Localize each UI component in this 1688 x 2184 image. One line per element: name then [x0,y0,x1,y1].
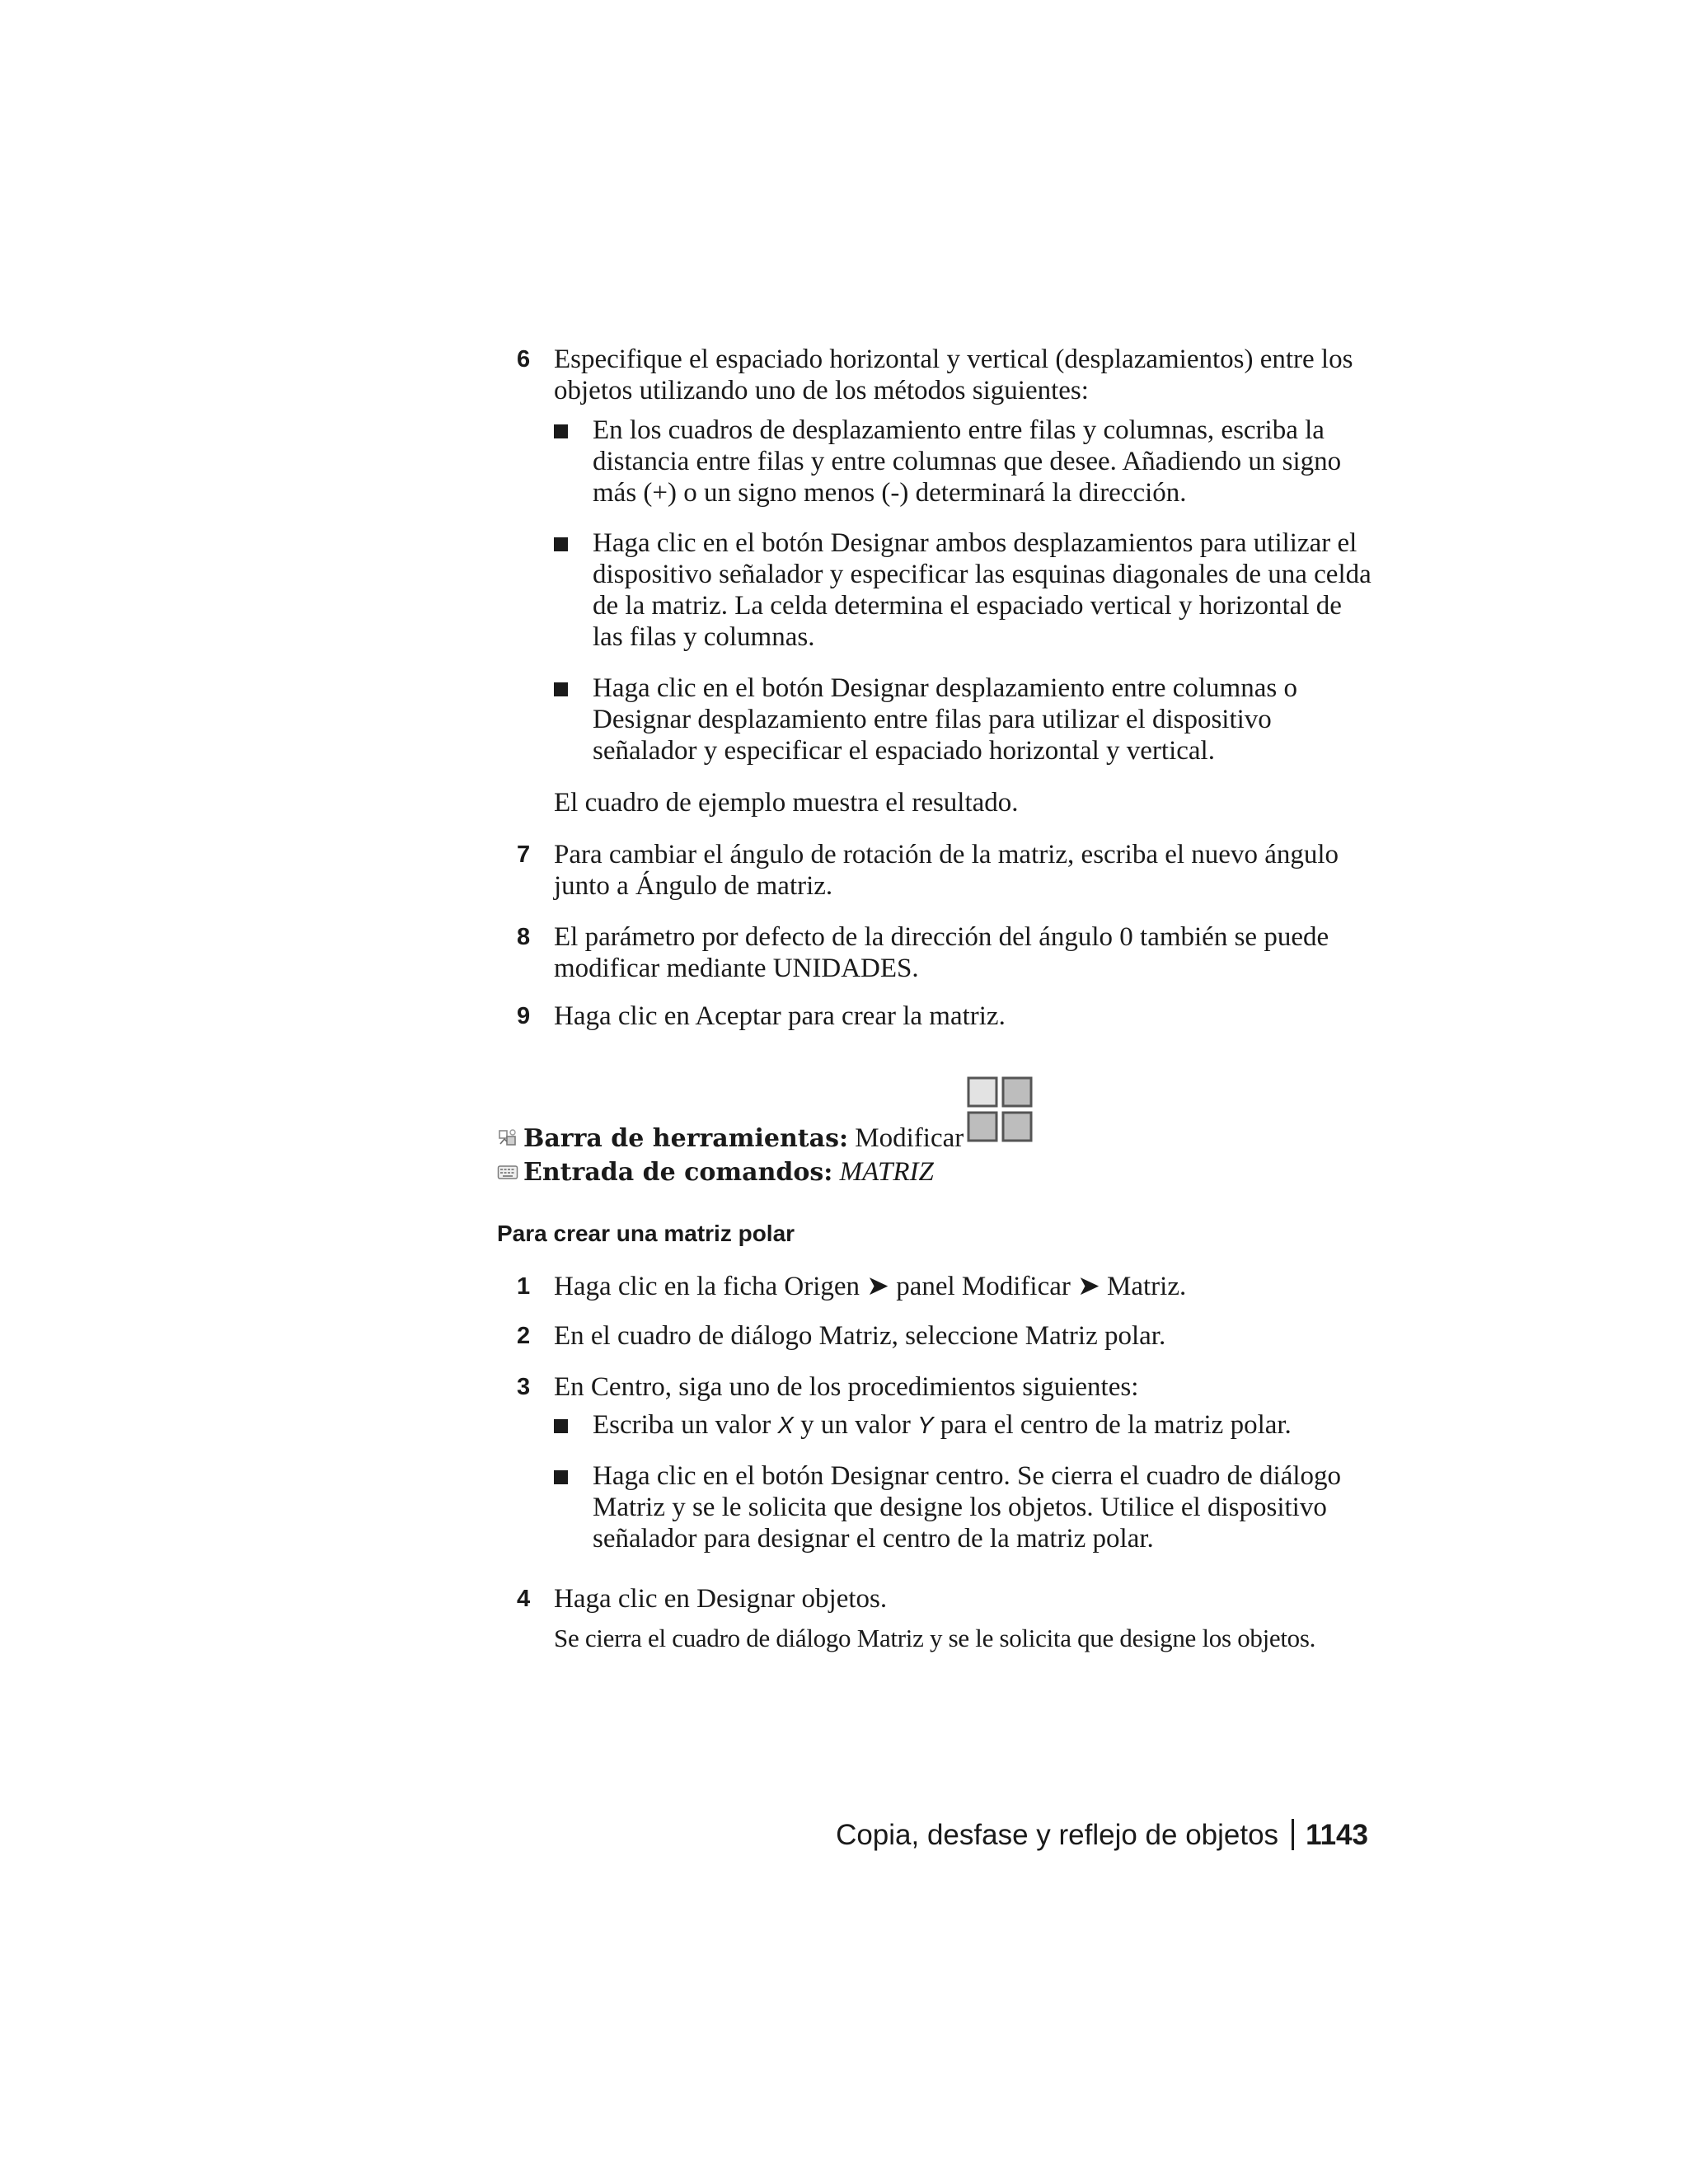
step-text: El parámetro por defecto de la dirección del ángulo 0 también se puede modificar mediante UNIDADES. [554,922,1329,983]
step-9 [517,1001,1374,1032]
section-heading: Para crear una matriz polar [497,1221,795,1246]
step-number: 1 [517,1273,531,1300]
bullet-item [554,527,1378,653]
step-7 [517,839,1374,902]
bullet-text: Haga clic en el botón Designar centro. Se cierra el cuadro de diálogo Matriz y se le solicita que designe los objetos. Utilice el dispositivo señalador para designar el centro de la matriz polar. [593,1461,1342,1554]
step-number: 2 [517,1323,531,1349]
step-text: En el cuadro de diálogo Matriz, seleccione Matriz polar. [554,1321,1166,1351]
page-number: 1143 [1306,1819,1368,1851]
command-value: MATRIZ [839,1157,934,1187]
example-note: El cuadro de ejemplo muestra el resultado. [554,788,1019,818]
variable-x: X [777,1413,794,1439]
bullet-item [554,673,1378,766]
step-3 [517,1371,1374,1403]
bullet-text: Haga clic en el botón Designar ambos desplazamientos para utilizar el dispositivo señalador y especificar las esquinas diagonales de una celda de la matriz. La celda determina el espaciado vertical y horizontal de las filas y columnas. [593,528,1372,652]
variable-y: Y [917,1413,934,1439]
step-text: En Centro, siga uno de los procedimientos siguientes: [554,1372,1139,1402]
toolbar-label: Barra de herramientas: [523,1124,849,1153]
bullet-square-icon [554,424,568,438]
bullet-text-part: y un valor [793,1410,918,1440]
rectangular-array-icon [966,1076,1035,1145]
chapter-title: Copia, desfase y reflejo de objetos [836,1819,1279,1851]
bullet-text-part: Escriba un valor [593,1410,778,1440]
bullet-text: Haga clic en el botón Designar desplazamiento entre columnas o Designar desplazamiento entre filas para utilizar el dispositivo señalador y especificar el espaciado horizontal y vertical. [593,673,1297,766]
step-2 [517,1320,1374,1352]
step-text: Haga clic en la ficha Origen ➤ panel Modificar ➤ Matriz. [554,1272,1187,1301]
step-number: 8 [517,924,531,950]
command-reference [497,1155,934,1188]
toolbar-value: Modificar [855,1123,964,1153]
step-number: 7 [517,841,531,868]
step-number: 6 [517,346,531,373]
step-number: 3 [517,1374,531,1400]
bullet-square-icon [554,537,568,551]
step-1 [517,1271,1374,1302]
bullet-item [554,415,1378,509]
bullet-square-icon [554,1419,568,1433]
step-text: Especifique el espaciado horizontal y vertical (desplazamientos) entre los objetos utilizando uno de los métodos siguientes: [554,344,1353,405]
bullet-item [554,1460,1378,1554]
bullet-text [593,1409,1378,1441]
step-6 [517,344,1374,406]
bullet-text: En los cuadros de desplazamiento entre filas y columnas, escriba la distancia entre filas y entre columnas que desee. Añadiendo un signo más (+) o un signo menos (-) determinará la dirección. [593,415,1342,508]
footer-separator [1292,1819,1294,1850]
step-text: Haga clic en Designar objetos. [554,1584,888,1614]
toolbar-reference [497,1122,964,1155]
page-footer [836,1817,1368,1854]
step-text: Para cambiar el ángulo de rotación de la matriz, escriba el nuevo ángulo junto a Ángulo de matriz. [554,840,1339,901]
bullet-item [554,1409,1378,1441]
step-8 [517,921,1374,984]
toolbar-icon [497,1127,518,1149]
bullet-square-icon [554,1470,568,1484]
bullet-text-part: para el centro de la matriz polar. [933,1410,1292,1440]
step-text: Haga clic en Aceptar para crear la matriz. [554,1001,1006,1031]
step-number: 9 [517,1003,531,1029]
step-4 [517,1583,1374,1615]
keyboard-icon [497,1161,518,1183]
bullet-square-icon [554,682,568,696]
step-number: 4 [517,1586,531,1612]
closing-note: Se cierra el cuadro de diálogo Matriz y se le solicita que designe los objetos. [554,1624,1316,1652]
command-label: Entrada de comandos: [523,1158,833,1187]
